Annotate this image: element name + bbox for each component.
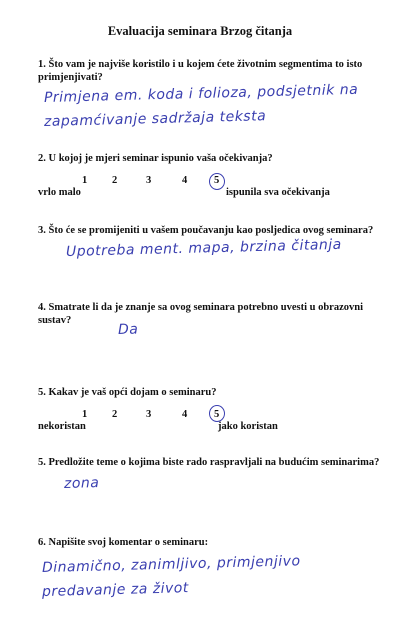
scale-5-option-3[interactable]: 3 [146,409,152,420]
question-4: 4. Smatrate li da je znanje sa ovog seminara potrebno uvesti u obrazovni sustav? [38,302,364,326]
answer-4-line-1: Da [117,321,139,338]
scale-5-option-1[interactable]: 1 [82,409,88,420]
form-title: Evaluacija seminara Brzog čitanja [107,24,293,38]
answer-7-line-2: predavanje za život [41,580,190,600]
scale-2-option-4[interactable]: 4 [182,175,188,186]
scale-2-option-1[interactable]: 1 [82,175,88,186]
scale-2-option-2[interactable]: 2 [112,175,118,186]
scale-2-high-label: ispunila sva očekivanja [226,187,330,198]
answer-1-line-1: Primjena em. koda i folioza, podsjetnik na [43,81,359,106]
scale-5-option-2[interactable]: 2 [112,409,118,420]
scale-2-option-5[interactable]: 5 [214,175,220,186]
question-1: 1. Što vam je najviše koristilo i u kojem ćete životnim segmentima to isto primjenjivati? [38,59,363,83]
scale-5-selection-mark [209,405,225,422]
answer-1-line-2: zapamćivanje sadržaja teksta [43,108,267,130]
scale-2-low-label: vrlo malo [38,187,81,198]
question-6: 5. Predložite teme o kojima biste rado raspravljali na budućim seminarima? [38,457,380,468]
scale-5-low-label: nekoristan [38,421,86,432]
question-3: 3. Što će se promijeniti u vašem poučavanju kao posljedica ovog seminara? [38,225,374,236]
answer-3-line-1: Upotreba ment. mapa, brzina čitanja [65,236,342,260]
scale-5-high-label: jako koristan [218,421,278,432]
question-5: 5. Kakav je vaš opći dojam o seminaru? [38,387,217,398]
answer-7-line-1: Dinamično, zanimljivo, primjenjivo [41,553,301,576]
scale-2-selection-mark [209,173,225,190]
scale-5-option-4[interactable]: 4 [182,409,188,420]
scale-2-option-3[interactable]: 3 [146,175,152,186]
answer-6-line-1: zona [63,475,100,492]
scale-5-option-5[interactable]: 5 [214,409,220,420]
question-7: 6. Napišite svoj komentar o seminaru: [38,537,209,548]
question-2: 2. U kojoj je mjeri seminar ispunio vaša očekivanja? [38,153,273,164]
